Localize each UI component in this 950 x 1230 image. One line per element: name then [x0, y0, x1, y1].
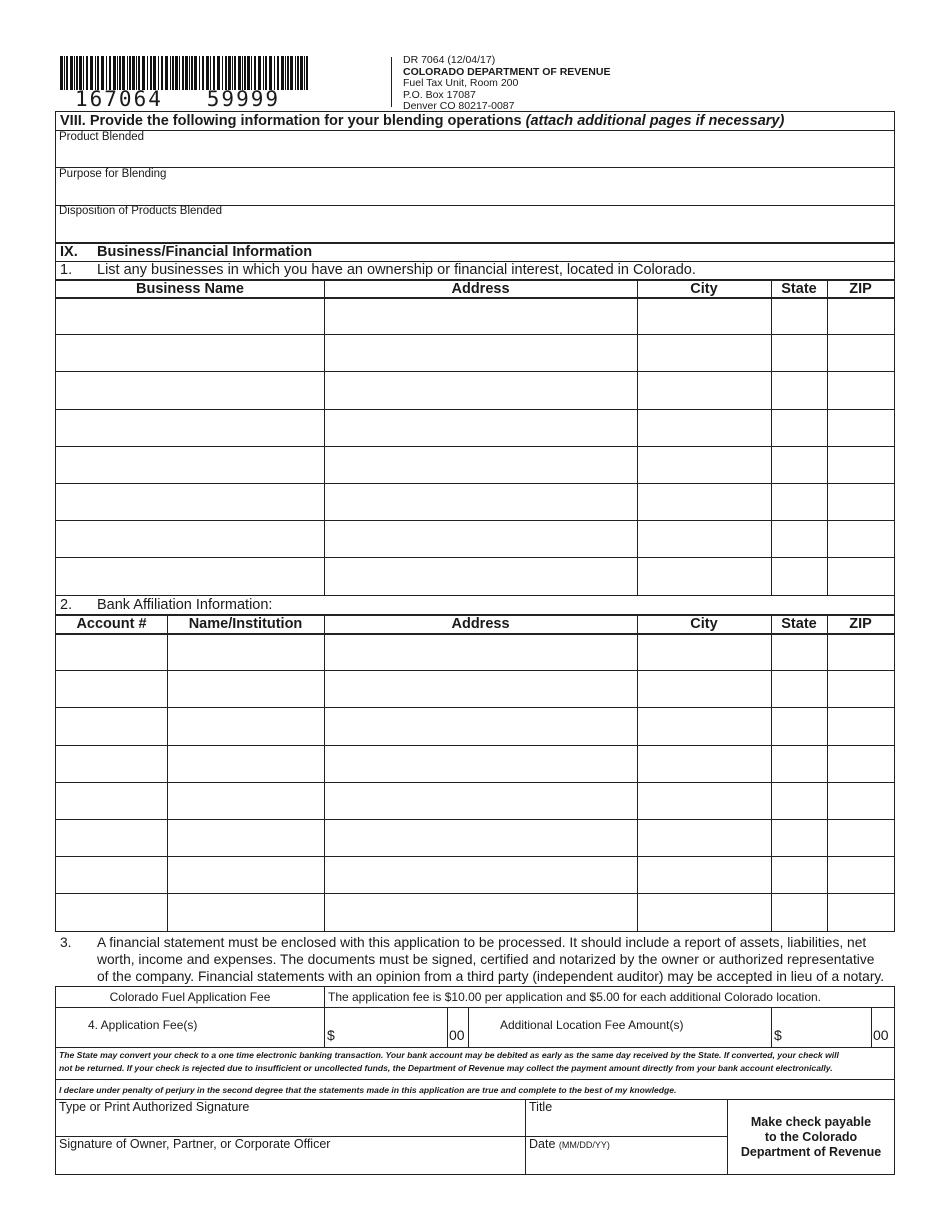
- bank-table-cell[interactable]: [827, 708, 894, 745]
- business-table-cell[interactable]: [56, 558, 324, 595]
- barcode-number: 167064 59999: [75, 87, 281, 111]
- bank-table-cell[interactable]: [324, 746, 637, 783]
- app-fee-cents: 00: [449, 1027, 465, 1043]
- item1-number: 1.: [60, 262, 73, 278]
- business-table-cell[interactable]: [56, 372, 324, 409]
- col-zip: ZIP: [849, 616, 872, 632]
- purpose-label: Purpose for Blending: [59, 168, 167, 180]
- bank-table-cell[interactable]: [56, 783, 167, 820]
- bank-table-cell[interactable]: [56, 746, 167, 783]
- section-ix-number: IX.: [60, 244, 78, 260]
- business-table-cell[interactable]: [827, 484, 894, 521]
- purpose-field[interactable]: [56, 168, 894, 204]
- date-label: Date (MM/DD/YY): [529, 1137, 610, 1151]
- header-divider: [391, 57, 392, 107]
- divider: [324, 1007, 325, 1047]
- divider: [55, 1079, 895, 1080]
- business-table-cell[interactable]: [324, 558, 637, 595]
- divider: [167, 616, 168, 634]
- col-zip: ZIP: [849, 281, 872, 297]
- agency-unit: Fuel Tax Unit, Room 200: [403, 77, 519, 89]
- col-state: State: [781, 616, 817, 632]
- business-table-cell[interactable]: [56, 521, 324, 558]
- business-table-cell[interactable]: [827, 372, 894, 409]
- col-city: City: [690, 616, 718, 632]
- bank-table-cell[interactable]: [324, 857, 637, 894]
- bank-table-cell[interactable]: [324, 820, 637, 857]
- disposition-field[interactable]: [56, 206, 894, 242]
- business-table-cell[interactable]: [637, 521, 771, 558]
- bank-table-cell[interactable]: [771, 783, 827, 820]
- bank-table-cell[interactable]: [827, 746, 894, 783]
- payable-note: Make check payable to the Colorado Department of Revenue: [740, 1115, 882, 1159]
- additional-fee-input[interactable]: [785, 1010, 868, 1044]
- bank-table-cell[interactable]: [324, 894, 637, 931]
- business-table-cell[interactable]: [827, 558, 894, 595]
- section-ix-heading: Business/Financial Information: [97, 244, 313, 260]
- date-field[interactable]: [526, 1137, 726, 1173]
- agency-pobox: P.O. Box 17087: [403, 88, 476, 101]
- col-city: City: [690, 281, 718, 297]
- business-table-cell[interactable]: [56, 298, 324, 335]
- divider: [637, 280, 638, 298]
- divider: [55, 1007, 895, 1008]
- bank-table-cell[interactable]: [827, 894, 894, 931]
- bank-table-cell[interactable]: [637, 746, 771, 783]
- bank-table-cell[interactable]: [167, 634, 324, 671]
- bank-table-cell[interactable]: [771, 671, 827, 708]
- app-fee-dollar-sign: $: [327, 1027, 335, 1043]
- business-table-cell[interactable]: [324, 335, 637, 372]
- disposition-label: Disposition of Products Blended: [59, 205, 223, 217]
- item3-paragraph: A financial statement must be enclosed with this application to be processed. It should include a report of assets, liabilities, net worth, income and expenses. The documents must be signed, certified and notarized by the owner or authorized representative of the company. Financial statements with an opinion from a third party (independent auditor) may be accepted in lieu of a notary.: [97, 935, 885, 984]
- col-account: Account #: [76, 616, 147, 632]
- item2-text: Bank Affiliation Information:: [97, 597, 273, 613]
- bank-table-cell[interactable]: [771, 857, 827, 894]
- additional-fee-cents: 00: [873, 1027, 889, 1043]
- business-table-cell[interactable]: [827, 335, 894, 372]
- bank-table-cell[interactable]: [771, 820, 827, 857]
- bank-table-cell[interactable]: [167, 783, 324, 820]
- divider: [827, 616, 828, 634]
- business-table-cell[interactable]: [324, 484, 637, 521]
- col-business-name: Business Name: [136, 281, 244, 297]
- business-table-cell[interactable]: [771, 335, 827, 372]
- bank-table-cell[interactable]: [771, 746, 827, 783]
- title-label: Title: [529, 1100, 553, 1114]
- fee-note: The application fee is $10.00 per application and $5.00 for each additional Colorado location.: [328, 990, 822, 1004]
- bank-table-cell[interactable]: [637, 894, 771, 931]
- bank-table-cell[interactable]: [56, 857, 167, 894]
- bank-table-cell[interactable]: [827, 634, 894, 671]
- bank-table-cell[interactable]: [167, 820, 324, 857]
- bank-table-cell[interactable]: [771, 894, 827, 931]
- business-table-cell[interactable]: [637, 558, 771, 595]
- business-table-cell[interactable]: [637, 410, 771, 447]
- bank-table-cell[interactable]: [827, 820, 894, 857]
- business-table-cell[interactable]: [827, 298, 894, 335]
- business-table-cell[interactable]: [324, 447, 637, 484]
- bank-table-cell[interactable]: [771, 634, 827, 671]
- bank-table-cell[interactable]: [637, 783, 771, 820]
- owner-signature-label: Signature of Owner, Partner, or Corporate Officer: [59, 1137, 331, 1151]
- bank-table-cell[interactable]: [56, 894, 167, 931]
- business-table-cell[interactable]: [324, 410, 637, 447]
- additional-fee-dollar-sign: $: [774, 1027, 782, 1043]
- agency-name: COLORADO DEPARTMENT OF REVENUE: [403, 65, 611, 78]
- col-address: Address: [451, 616, 510, 632]
- owner-signature-field[interactable]: [56, 1137, 524, 1173]
- business-table-cell[interactable]: [827, 410, 894, 447]
- bank-table-cell[interactable]: [827, 857, 894, 894]
- type-print-signature-label: Type or Print Authorized Signature: [59, 1100, 250, 1114]
- business-table-cell[interactable]: [56, 447, 324, 484]
- title-field[interactable]: [526, 1100, 726, 1136]
- agency-address-block: [403, 55, 610, 113]
- eft-notice-line1: The State may convert your check to a one time electronic banking transaction. Your bank account may be debited as early as the same day received by the State. If converted, your check will: [59, 1050, 839, 1060]
- business-table-cell[interactable]: [56, 335, 324, 372]
- col-address: Address: [451, 281, 510, 297]
- bank-table-cell[interactable]: [324, 634, 637, 671]
- divider: [637, 616, 638, 634]
- business-table-cell[interactable]: [771, 447, 827, 484]
- business-table-cell[interactable]: [637, 447, 771, 484]
- item3-number: 3.: [60, 935, 72, 950]
- app-fee-label: 4. Application Fee(s): [88, 1018, 198, 1032]
- divider: [324, 280, 325, 298]
- business-table-cell[interactable]: [771, 298, 827, 335]
- bank-table-cell[interactable]: [56, 708, 167, 745]
- business-table-cell[interactable]: [771, 410, 827, 447]
- business-table-cell[interactable]: [827, 447, 894, 484]
- bank-table-cell[interactable]: [167, 746, 324, 783]
- col-state: State: [781, 281, 817, 297]
- bank-table-cell[interactable]: [324, 671, 637, 708]
- business-table-cell[interactable]: [324, 298, 637, 335]
- bank-table-cell[interactable]: [167, 671, 324, 708]
- product-blended-field[interactable]: [56, 131, 894, 167]
- business-table-cell[interactable]: [637, 484, 771, 521]
- business-table-cell[interactable]: [771, 521, 827, 558]
- business-table-cell[interactable]: [324, 521, 637, 558]
- divider: [771, 1007, 772, 1047]
- divider: [55, 1047, 895, 1048]
- divider: [771, 280, 772, 298]
- business-table-cell[interactable]: [771, 558, 827, 595]
- bank-table-cell[interactable]: [167, 708, 324, 745]
- type-print-signature-field[interactable]: [56, 1100, 524, 1136]
- bank-table-cell[interactable]: [56, 820, 167, 857]
- item2-number: 2.: [60, 597, 73, 613]
- additional-fee-label: Additional Location Fee Amount(s): [500, 1018, 684, 1032]
- form-id: DR 7064 (12/04/17): [403, 54, 496, 66]
- business-table-cell[interactable]: [771, 372, 827, 409]
- bank-table-cell[interactable]: [324, 783, 637, 820]
- eft-notice-line2: not be returned. If your check is rejected due to insufficient or uncollected funds, the Department of Revenue may collect the payment amount directly from your bank account electronically.: [59, 1063, 833, 1073]
- bank-table-cell[interactable]: [827, 783, 894, 820]
- bank-table-cell[interactable]: [56, 634, 167, 671]
- bank-table-cell[interactable]: [637, 820, 771, 857]
- divider: [827, 280, 828, 298]
- bank-table-cell[interactable]: [324, 708, 637, 745]
- section-viii-heading: VIII. Provide the following information for your blending operations (attach additional pages if necessary): [60, 113, 785, 129]
- perjury-declaration: I declare under penalty of perjury in the second degree that the statements made in this application are true and complete to the best of my knowledge.: [59, 1085, 677, 1095]
- bank-table-cell[interactable]: [167, 894, 324, 931]
- bank-table-cell[interactable]: [827, 671, 894, 708]
- bank-table-cell[interactable]: [637, 671, 771, 708]
- business-table-cell[interactable]: [637, 335, 771, 372]
- business-table-cell[interactable]: [827, 521, 894, 558]
- bank-table-cell[interactable]: [56, 671, 167, 708]
- agency-city: Denver CO 80217-0087: [403, 100, 515, 112]
- product-blended-label: Product Blended: [59, 131, 145, 143]
- business-table-cell[interactable]: [324, 372, 637, 409]
- bank-table-cell[interactable]: [637, 857, 771, 894]
- business-table-cell[interactable]: [771, 484, 827, 521]
- divider: [871, 1007, 872, 1047]
- business-table-cell[interactable]: [56, 484, 324, 521]
- divider: [324, 616, 325, 634]
- bank-table-cell[interactable]: [771, 708, 827, 745]
- business-table-cell[interactable]: [56, 410, 324, 447]
- bank-table-cell[interactable]: [637, 708, 771, 745]
- barcode: [60, 56, 312, 90]
- item1-text: List any businesses in which you have an ownership or financial interest, located in Colorado.: [97, 262, 696, 278]
- business-table-cell[interactable]: [637, 372, 771, 409]
- bank-table-cell[interactable]: [167, 857, 324, 894]
- bank-table-cell[interactable]: [637, 634, 771, 671]
- col-institution: Name/Institution: [188, 616, 303, 632]
- divider: [468, 1007, 469, 1047]
- business-table-cell[interactable]: [637, 298, 771, 335]
- divider: [447, 1007, 448, 1047]
- app-fee-input[interactable]: [338, 1010, 445, 1044]
- divider: [771, 616, 772, 634]
- divider: [324, 987, 325, 1007]
- fee-title: Colorado Fuel Application Fee: [109, 990, 271, 1004]
